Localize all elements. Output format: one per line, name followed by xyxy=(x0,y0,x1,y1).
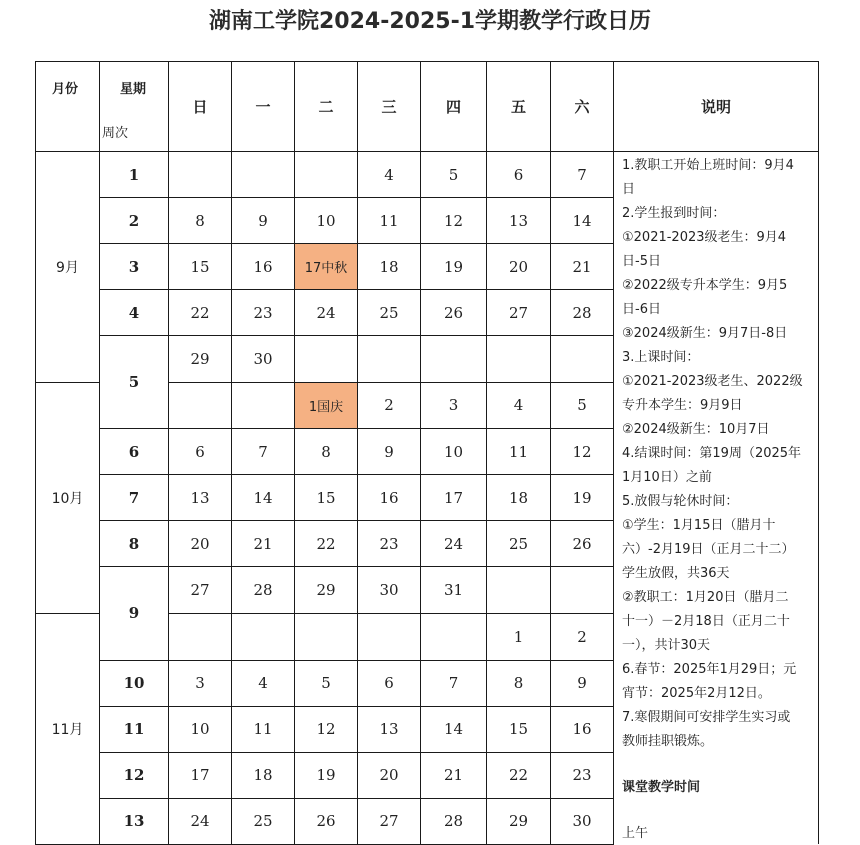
notes-line: ③2024级新生：9月7日-8日 xyxy=(622,326,788,341)
day-cell xyxy=(169,152,232,198)
day-cell: 2 xyxy=(551,613,614,660)
notes-line: 教师挂职锻炼。 xyxy=(622,734,714,749)
day-cell: 26 xyxy=(421,290,487,336)
day-cell: 11 xyxy=(358,198,421,244)
day-cell: 30 xyxy=(232,336,295,383)
day-cell: 13 xyxy=(487,198,551,244)
month-header-label: 月份 xyxy=(52,82,79,97)
notes-line: 1月10日）之前 xyxy=(622,470,712,485)
day-cell: 5 xyxy=(551,382,614,429)
day-cell: 13 xyxy=(358,706,421,752)
day-cell: 17 xyxy=(169,752,232,798)
week-cell: 4 xyxy=(100,290,169,336)
day-cell: 28 xyxy=(421,798,487,844)
day-cell: 19 xyxy=(295,752,358,798)
day-cell: 8 xyxy=(295,429,358,475)
day-cell: 26 xyxy=(295,798,358,844)
notes-line: 十一）－2月18日（正月二十 xyxy=(622,614,790,629)
day-cell: 18 xyxy=(232,752,295,798)
day-header-fri: 五 xyxy=(487,62,551,152)
day-cell: 30 xyxy=(551,798,614,844)
day-cell: 24 xyxy=(421,521,487,567)
day-cell: 21 xyxy=(232,521,295,567)
week-cell: 9 xyxy=(100,567,169,660)
day-cell: 5 xyxy=(421,152,487,198)
day-cell: 27 xyxy=(487,290,551,336)
day-cell: 4 xyxy=(358,152,421,198)
day-cell xyxy=(169,382,232,429)
week-cell: 3 xyxy=(100,244,169,290)
day-cell: 19 xyxy=(551,475,614,521)
day-header-wed: 三 xyxy=(358,62,421,152)
week-cell: 10 xyxy=(100,660,169,706)
notes-line: 2.学生报到时间： xyxy=(622,206,726,221)
notes-line: 3.上课时间： xyxy=(622,350,700,365)
day-cell: 6 xyxy=(358,660,421,706)
week-cell: 8 xyxy=(100,521,169,567)
day-cell: 2 xyxy=(358,382,421,429)
day-cell: 6 xyxy=(487,152,551,198)
day-cell: 6 xyxy=(169,429,232,475)
day-cell: 18 xyxy=(358,244,421,290)
day-cell: 21 xyxy=(421,752,487,798)
week-header xyxy=(100,62,169,152)
day-cell: 16 xyxy=(232,244,295,290)
notes-line: 日-5日 xyxy=(622,254,661,269)
notes-header: 说明 xyxy=(614,62,819,152)
day-cell xyxy=(551,567,614,614)
day-cell: 29 xyxy=(169,336,232,383)
notes-line: 7.寒假期间可安排学生实习或 xyxy=(622,710,791,725)
day-cell xyxy=(295,336,358,383)
day-cell: 3 xyxy=(169,660,232,706)
day-cell: 30 xyxy=(358,567,421,614)
day-cell: 15 xyxy=(487,706,551,752)
notes-section-title: 课堂教学时间 xyxy=(622,780,701,795)
table-row xyxy=(36,152,819,198)
day-header-sun: 日 xyxy=(169,62,232,152)
notes-line: 4.结课时间：第19周（2025年 xyxy=(622,446,802,461)
notes-line: 专升本学生：9月9日 xyxy=(622,398,743,413)
day-cell: 10 xyxy=(295,198,358,244)
week-cell: 2 xyxy=(100,198,169,244)
month-header xyxy=(36,62,100,152)
day-cell: 24 xyxy=(169,798,232,844)
day-cell: 7 xyxy=(232,429,295,475)
day-cell xyxy=(358,336,421,383)
day-cell: 16 xyxy=(551,706,614,752)
day-cell: 4 xyxy=(232,660,295,706)
day-cell: 8 xyxy=(487,660,551,706)
day-cell: 21 xyxy=(551,244,614,290)
week-header-label: 周次 xyxy=(102,126,129,141)
weekday-header-label: 星期 xyxy=(120,82,147,97)
week-cell: 1 xyxy=(100,152,169,198)
day-cell: 7 xyxy=(551,152,614,198)
day-header-tue: 二 xyxy=(295,62,358,152)
day-cell: 24 xyxy=(295,290,358,336)
day-cell xyxy=(421,613,487,660)
holiday-cell-national-day: 1国庆 xyxy=(295,382,358,429)
day-cell: 20 xyxy=(487,244,551,290)
day-cell xyxy=(169,613,232,660)
notes-line: 6.春节：2025年1月29日；元 xyxy=(622,662,797,677)
day-cell: 9 xyxy=(551,660,614,706)
week-cell: 13 xyxy=(100,798,169,844)
day-cell: 23 xyxy=(358,521,421,567)
notes-line: 学生放假，共36天 xyxy=(622,566,730,581)
day-cell: 15 xyxy=(295,475,358,521)
week-cell: 7 xyxy=(100,475,169,521)
day-header-sat: 六 xyxy=(551,62,614,152)
day-cell: 29 xyxy=(295,567,358,614)
day-cell: 25 xyxy=(232,798,295,844)
notes-line: 六）-2月19日（正月二十二） xyxy=(622,542,795,557)
notes-line: ①2021-2023级老生：9月4 xyxy=(622,230,787,245)
day-cell xyxy=(358,613,421,660)
day-cell: 17 xyxy=(421,475,487,521)
day-cell: 14 xyxy=(551,198,614,244)
notes-line: ②2024级新生：10月7日 xyxy=(622,422,770,437)
day-cell xyxy=(295,152,358,198)
day-cell: 25 xyxy=(358,290,421,336)
day-cell: 22 xyxy=(295,521,358,567)
day-cell xyxy=(551,336,614,383)
day-cell: 9 xyxy=(232,198,295,244)
day-cell: 10 xyxy=(169,706,232,752)
day-cell xyxy=(421,336,487,383)
day-cell: 14 xyxy=(421,706,487,752)
week-cell: 12 xyxy=(100,752,169,798)
day-cell: 20 xyxy=(169,521,232,567)
week-cell: 6 xyxy=(100,429,169,475)
day-cell: 26 xyxy=(551,521,614,567)
notes-line: ②2022级专升本学生：9月5 xyxy=(622,278,788,293)
notes-content xyxy=(614,152,818,844)
day-cell: 5 xyxy=(295,660,358,706)
holiday-cell-mid-autumn: 17中秋 xyxy=(295,244,358,290)
day-cell: 1 xyxy=(487,613,551,660)
day-cell: 22 xyxy=(169,290,232,336)
notes-line: ②教职工：1月20日（腊月二 xyxy=(622,590,789,605)
month-cell-oct: 10月 xyxy=(36,382,100,613)
day-cell: 12 xyxy=(551,429,614,475)
day-cell xyxy=(232,613,295,660)
notes-line: 1.教职工开始上班时间：9月4 xyxy=(622,158,794,173)
day-cell: 23 xyxy=(232,290,295,336)
day-cell: 9 xyxy=(358,429,421,475)
day-cell: 11 xyxy=(487,429,551,475)
day-cell: 31 xyxy=(421,567,487,614)
day-cell xyxy=(487,336,551,383)
day-cell xyxy=(232,382,295,429)
page-title: 湖南工学院2024-2025-1学期教学行政日历 xyxy=(208,9,652,34)
day-cell: 25 xyxy=(487,521,551,567)
day-cell: 28 xyxy=(551,290,614,336)
day-cell: 7 xyxy=(421,660,487,706)
day-header-mon: 一 xyxy=(232,62,295,152)
day-cell: 8 xyxy=(169,198,232,244)
day-cell: 4 xyxy=(487,382,551,429)
header-row xyxy=(36,62,819,152)
week-cell: 5 xyxy=(100,336,169,429)
day-cell: 14 xyxy=(232,475,295,521)
day-cell: 27 xyxy=(358,798,421,844)
day-cell: 13 xyxy=(169,475,232,521)
day-cell: 3 xyxy=(421,382,487,429)
notes-morning: 上午 xyxy=(622,826,649,841)
day-cell: 29 xyxy=(487,798,551,844)
notes-line: 日-6日 xyxy=(622,302,661,317)
notes-line: ①学生：1月15日（腊月十 xyxy=(622,518,776,533)
day-cell: 22 xyxy=(487,752,551,798)
day-cell: 20 xyxy=(358,752,421,798)
month-cell-sep: 9月 xyxy=(36,152,100,383)
calendar-table xyxy=(35,61,819,845)
notes-line: 5.放假与轮休时间： xyxy=(622,494,739,509)
day-cell: 19 xyxy=(421,244,487,290)
day-cell xyxy=(232,152,295,198)
day-cell: 12 xyxy=(295,706,358,752)
notes-panel xyxy=(614,152,819,845)
day-cell xyxy=(295,613,358,660)
day-cell: 16 xyxy=(358,475,421,521)
day-cell: 28 xyxy=(232,567,295,614)
day-cell: 11 xyxy=(232,706,295,752)
day-cell: 27 xyxy=(169,567,232,614)
day-cell xyxy=(487,567,551,614)
notes-line: 一），共计30天 xyxy=(622,638,711,653)
week-cell: 11 xyxy=(100,706,169,752)
day-cell: 12 xyxy=(421,198,487,244)
day-header-thu: 四 xyxy=(421,62,487,152)
month-cell-nov: 11月 xyxy=(36,613,100,844)
day-cell: 18 xyxy=(487,475,551,521)
day-cell: 10 xyxy=(421,429,487,475)
notes-line: 日 xyxy=(622,182,636,197)
day-cell: 15 xyxy=(169,244,232,290)
notes-line: ①2021-2023级老生、2022级 xyxy=(622,374,803,389)
notes-line: 宵节：2025年2月12日。 xyxy=(622,686,771,701)
day-cell: 23 xyxy=(551,752,614,798)
